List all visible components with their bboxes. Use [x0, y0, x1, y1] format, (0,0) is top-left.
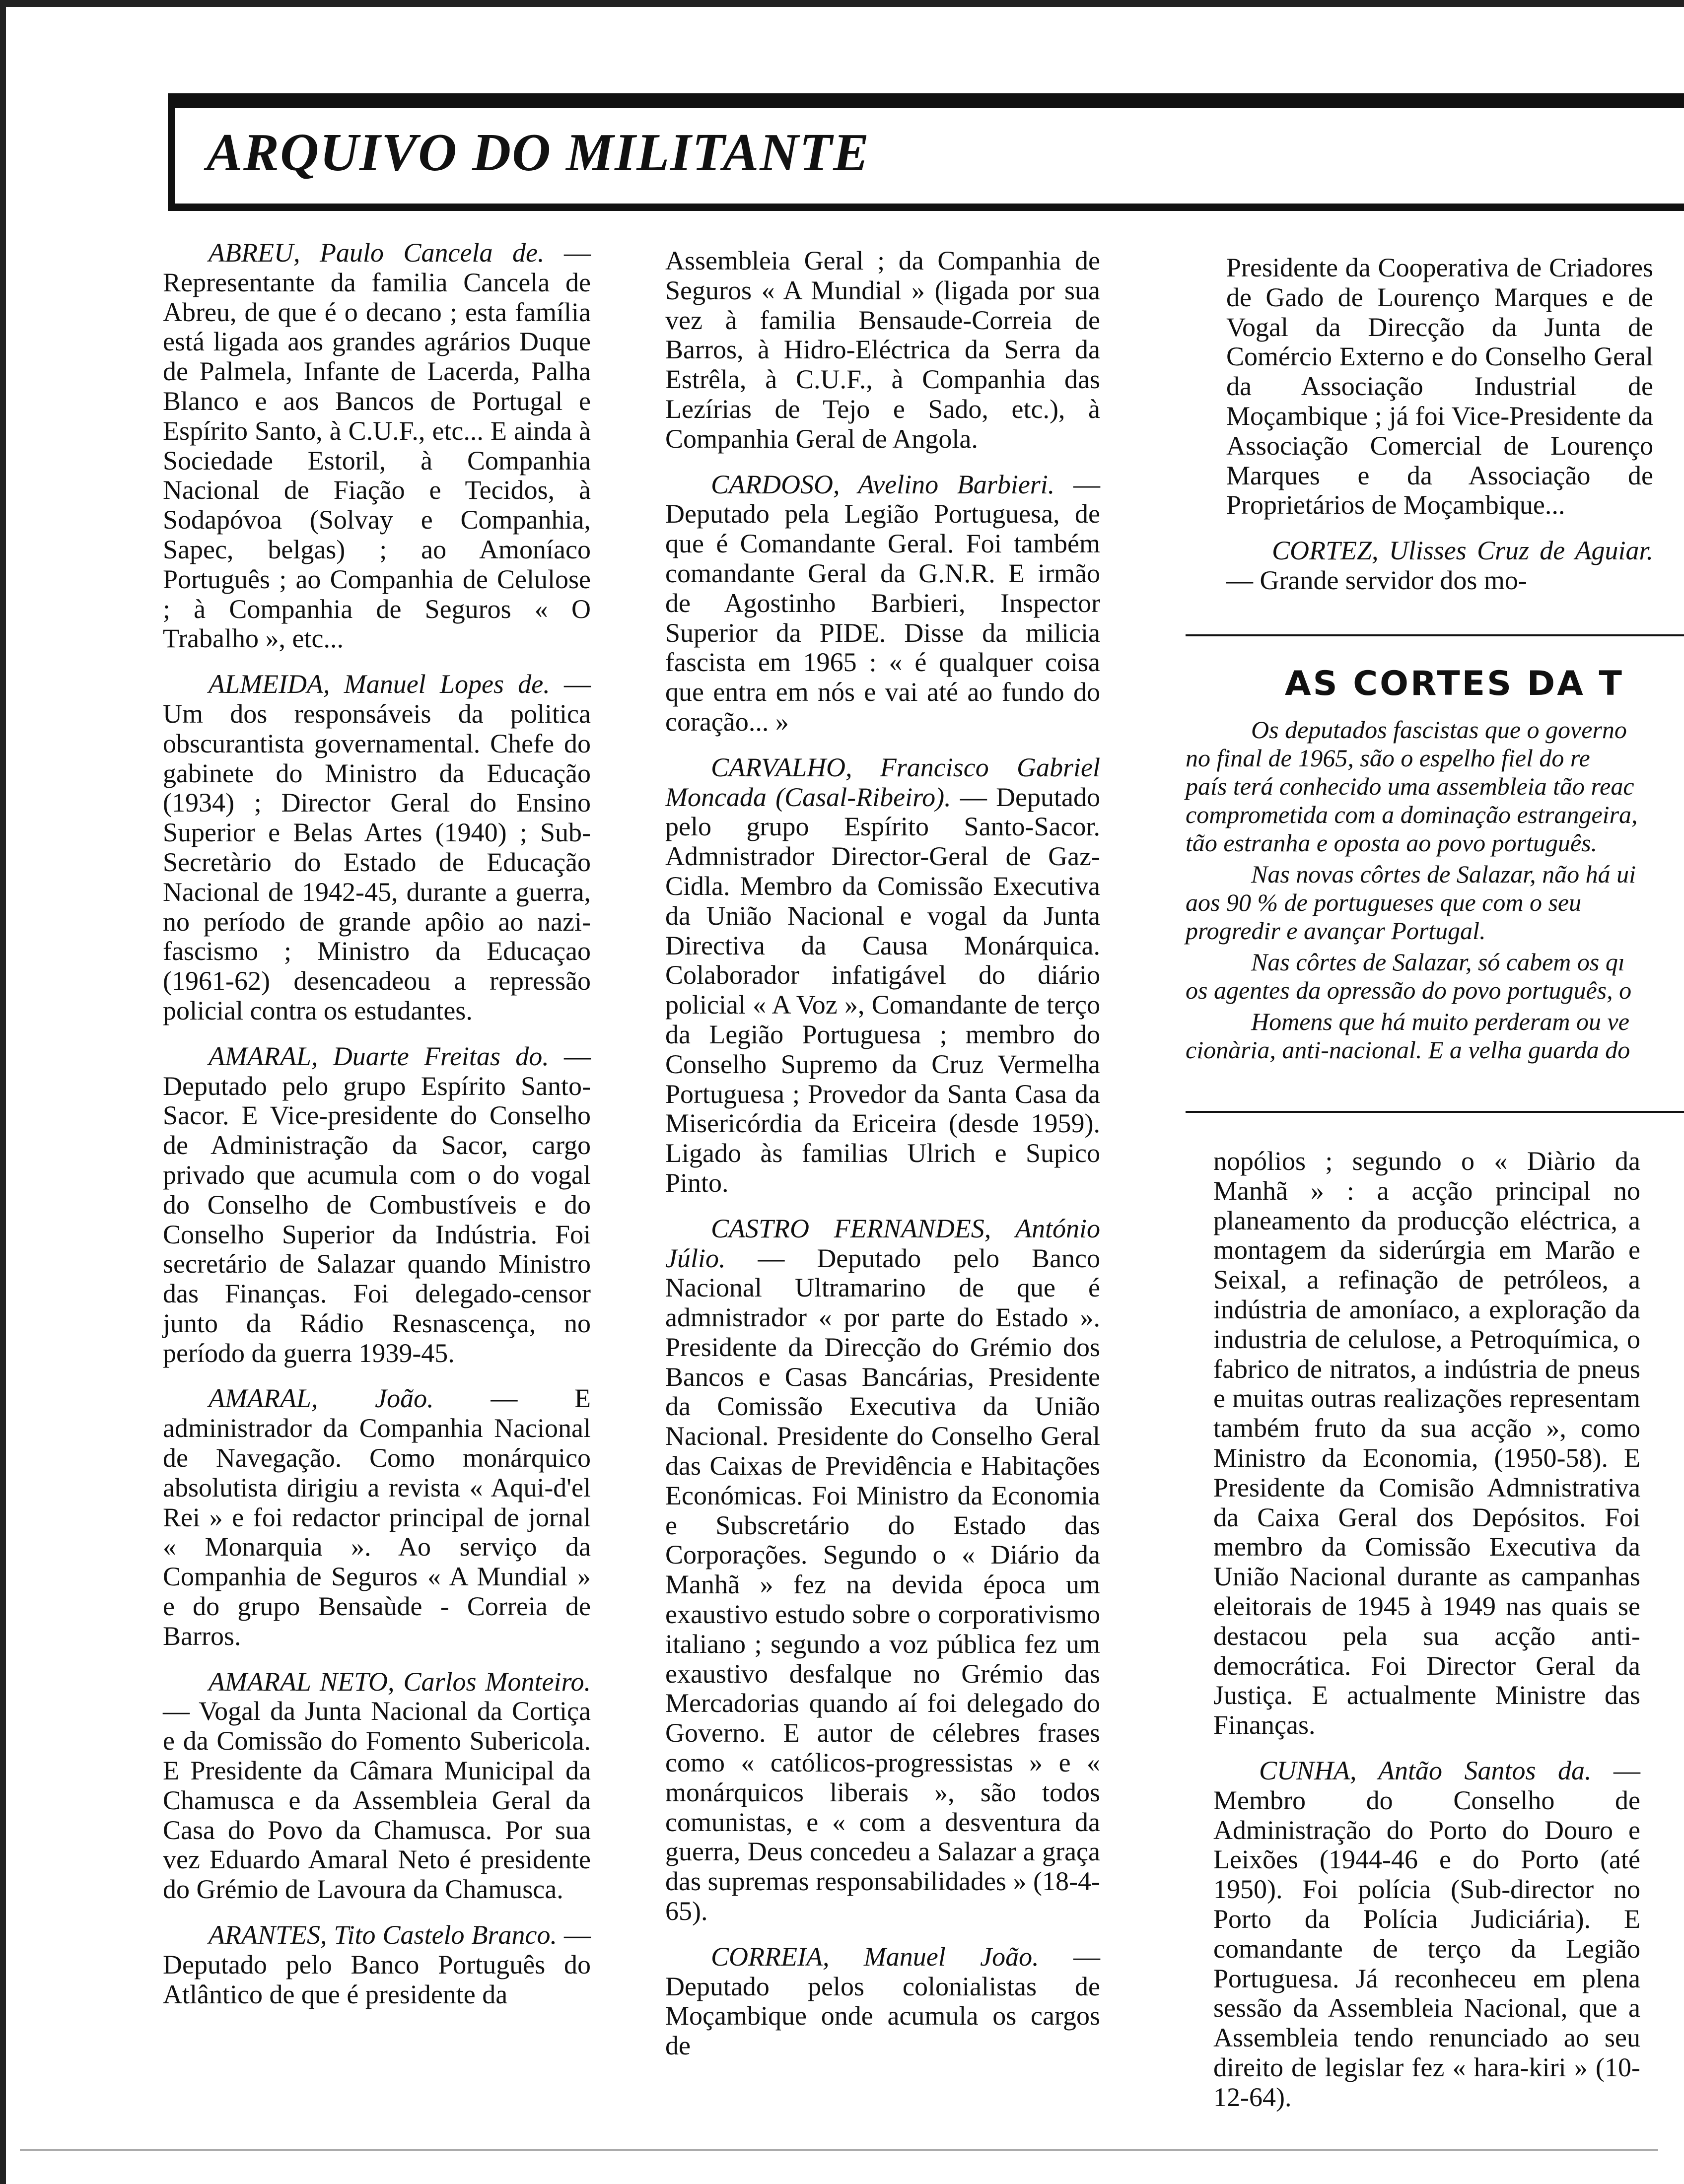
- entry-text: Deputado pelos colonialistas de Moçambique onde acumula os cargos de: [665, 1971, 1100, 2061]
- column-2-entries: [665, 470, 1100, 2061]
- cortes-line: Os deputados fascistas que o governo: [1251, 716, 1627, 744]
- entry-name: AMARAL, Duarte Freitas do.: [209, 1041, 549, 1071]
- entry: CASTRO FERNANDES, António Júlio. — Deputado pelo Banco Nacional Ultramarino de que é admnistrador « por parte do Estado ». Presidente da Direcção do Grémio dos Bancos e Casas Bancárias, Presidente da Comissão Executiva da União Nacional. Presidente do Conselho Geral das Caixas de Previdência e Habitações Económicas. Foi Ministro da Economia e Subscretário do Estado das Corporações. Segundo o « Diário da Manhã » fez na devida época um exaustivo estudo sobre o corporativismo italiano ; segundo a voz pública fez um exaustivo desfalque no Grémio das Mercadorias quando aí foi delegado do Governo. E autor de célebres frases como « católicos-progressistas » e « monárquicos liberais », são todos comunistas, e « com a desventura da guerra, Deus concedeu a Salazar a graça das supremas responsabilidades » (18-4-65).: [665, 1213, 1100, 1926]
- entry-name: ARANTES, Tito Castelo Branco.: [209, 1920, 557, 1950]
- header-rule-left: [168, 93, 175, 211]
- entry-text: Um dos responsáveis da politica obscurantista governamental. Chefe do gabinete do Ministro da Educação (1934) ; Director Geral do Ensino Superior e Belas Artes (1940) ; Sub-Secretàrio do Estado de Educação Nacional de 1942-45, durante a guerra, no período de grande apôio ao nazi-fascismo ; Ministro da Educaçao (1961-62) desencadeou a repressão policial contra os estudantes.: [163, 698, 591, 1025]
- header-rule-top: [168, 93, 1684, 108]
- entry-text: Deputado pela Legião Portuguesa, de que é Comandante Geral. Foi também comandante Geral da G.N.R. E irmão de Agostinho Barbieri, Inspector Superior da PIDE. Disse da milicia fascista em 1965 : « é qualquer coisa que entra em nós e vai até ao fundo do coração... »: [665, 499, 1100, 737]
- entry-name: CORTEZ, Ulisses Cruz de Aguiar.: [1272, 536, 1653, 566]
- entry-name: ALMEIDA, Manuel Lopes de.: [209, 669, 550, 699]
- continued-paragraph: nopólios ; segundo o « Diàrio da Manhã » : a acção principal no planeamento da producção eléctrica, a montagem da siderúrgia em Marão e Seixal, a refinação de petróleos, a indústria de amoníaco, a exploração da industria de celulose, a Petroquímica, o fabrico de nitratos, a indústria de pneus e muitas outras realizações representam também fruto da sua acção », como Ministro da Economia, (1950-58). E Presidente da Comisão Admnistrativa da Caixa Geral dos Depósitos. Foi membro da Comissão Executiva da União Nacional durante as campanhas eleitorais de 1945 à 1949 nas quais se destacou pela sua acção anti-democrática. Foi Director Geral da Justiça. E actualmente Ministre das Finanças.: [1213, 1146, 1640, 1740]
- entry: ARANTES, Tito Castelo Branco. — Deputado pelo Banco Português do Atlântico de que é presidente da: [163, 1920, 591, 2009]
- cortes-line: Nas côrtes de Salazar, só cabem os qı: [1251, 948, 1625, 976]
- continued-paragraph: Assembleia Geral ; da Companhia de Seguros « A Mundial » (ligada por sua vez à familia Bensaude-Correia de Barros, à Hidro-Eléctrica da Serra da Estrêla, à C.U.F., à Companhia das Lezírias de Tejo e Sado, etc.), à Companhia Geral de Angola.: [665, 246, 1100, 454]
- entry: CARDOSO, Avelino Barbieri. — Deputado pela Legião Portuguesa, de que é Comandante Geral. Foi também comandante Geral da G.N.R. E irmão de Agostinho Barbieri, Inspector Superior da PIDE. Disse da milicia fascista em 1965 : « é qualquer coisa que entra em nós e vai até ao fundo do coração... »: [665, 469, 1100, 737]
- cortes-line: tão estranha e oposta ao povo português.: [1186, 829, 1598, 857]
- entry-text: Vogal da Junta Nacional da Cortiça e da Comissão do Fomento Subericola. E Presidente da Câmara Municipal da Chamusca e da Assembleia Geral da Casa do Povo da Chamusca. Por sua vez Eduardo Amaral Neto é presidente do Grémio de Lavoura da Chamusca.: [163, 1696, 591, 1905]
- column-1: [163, 238, 591, 2025]
- entry-name: ABREU, Paulo Cancela de.: [209, 238, 545, 268]
- entry-text: Representante da familia Cancela de Abreu, de que é o decano ; esta família está ligada aos grandes agrários Duque de Palmela, Infante de Lacerda, Palha Blanco e aos Bancos de Portugal e Espírito Santo, à C.U.F., etc... E ainda à Sociedade Estoril, à Companhia Nacional de Fiação e Tecidos, à Sodapóvoa (Solvay e Companhia, Sapec, belgas) ; ao Amoníaco Português ; ao Companhia de Celulose ; à Companhia de Seguros « O Trabalho », etc...: [163, 267, 591, 654]
- cortes-line: Homens que há muito perderam ou ve: [1251, 1008, 1629, 1035]
- section-header: [168, 93, 1684, 211]
- box-rule-bottom: [1186, 1111, 1684, 1113]
- entry-name: CORREIA, Manuel João.: [711, 1941, 1039, 1972]
- entry: AMARAL, João. — E administrador da Companhia Nacional de Navegação. Como monárquico absolutista dirigiu a revista « Aqui-d'el Rei » e foi redactor principal de jornal « Monarquia ». Ao serviço da Companhia de Seguros « A Mundial » e do grupo Bensaùde - Correia de Barros.: [163, 1383, 591, 1651]
- column-3-bottom-entries: [1213, 1756, 1640, 2113]
- entry: CORTEZ, Ulisses Cruz de Aguiar. — Grande servidor dos mo-: [1226, 536, 1653, 595]
- entry-text: Grande servidor dos mo-: [1260, 565, 1527, 595]
- page-edge-left: [0, 0, 6, 2184]
- cortes-line: cionària, anti-nacional. E a velha guarda do: [1186, 1036, 1630, 1064]
- entry: CUNHA, Antão Santos da. — Membro do Conselho de Administração do Porto do Douro e Leixões (1944-46 e do Porto (até 1950). Foi polícia (Sub-director no Porto da Polícia Judiciária). E comandante de terço da Legião Portuguesa. Já reconheceu em plena sessão da Assembleia Nacional, que a Assembleia tendo renunciado ao seu direito de legislar fez « hara-kiri » (10-12-64).: [1213, 1755, 1641, 2112]
- entry-name: CASTRO FERNANDES, António Júlio.: [665, 1213, 1100, 1273]
- cortes-line: comprometida com a dominação estrangeira,: [1186, 801, 1638, 828]
- box-rule-top: [1186, 634, 1684, 636]
- entry-name: AMARAL NETO, Carlos Monteiro.: [209, 1666, 591, 1697]
- cortes-box: [1181, 655, 1684, 1112]
- continued-paragraph: Presidente da Cooperativa de Criadores de Gado de Lourenço Marques e de Vogal da Direcção da Junta de Comércio Externo e do Conselho Geral da Associação Industrial de Moçambique ; já foi Vice-Presidente da Associação Comercial de Lourenço Marques e da Associação de Proprietários de Moçambique...: [1226, 253, 1653, 520]
- entry: ALMEIDA, Manuel Lopes de. — Um dos responsáveis da politica obscurantista governamental. Chefe do gabinete do Ministro da Educação (1934) ; Director Geral do Ensino Superior e Belas Artes (1940) ; Sub-Secretàrio do Estado de Educação Nacional de 1942-45, durante a guerra, no período de grande apôio ao nazi-fascismo ; Ministro da Educaçao (1961-62) desencadeou a repressão policial contra os estudantes.: [163, 669, 591, 1025]
- entry: AMARAL NETO, Carlos Monteiro. — Vogal da Junta Nacional da Cortiça e da Comissão do Fomento Subericola. E Presidente da Câmara Municipal da Chamusca e da Assembleia Geral da Casa do Povo da Chamusca. Por sua vez Eduardo Amaral Neto é presidente do Grémio de Lavoura da Chamusca.: [163, 1666, 591, 1905]
- entry-text: E administrador da Companhia Nacional de Navegação. Como monárquico absolutista dirigiu a revista « Aqui-d'el Rei » e foi redactor principal de jornal « Monarquia ». Ao serviço da Companhia de Seguros « A Mundial » e do grupo Bensaùde - Correia de Barros.: [163, 1383, 591, 1651]
- column-2: [665, 246, 1100, 2077]
- column-3-top-entries: [1226, 536, 1653, 596]
- entry: ABREU, Paulo Cancela de. — Representante da familia Cancela de Abreu, de que é o decano ; esta família está ligada aos grandes agrários Duque de Palmela, Infante de Lacerda, Palha Blanco e aos Bancos de Portugal e Espírito Santo, à C.U.F., etc... E ainda à Sociedade Estoril, à Companhia Nacional de Fiação e Tecidos, à Sodapóvoa (Solvay e Companhia, Sapec, belgas) ; ao Amoníaco Português ; ao Companhia de Celulose ; à Companhia de Seguros « O Trabalho », etc...: [163, 238, 591, 654]
- entry-name: CARDOSO, Avelino Barbieri.: [711, 469, 1055, 499]
- cortes-line: Nas novas côrtes de Salazar, não há ui: [1251, 860, 1636, 888]
- header-rule-bottom: [168, 204, 1684, 211]
- entry-text: Deputado pelo Banco Nacional Ultramarino de que é admnistrador « por parte do Estado ». Presidente da Direcção do Grémio dos Bancos e Casas Bancárias, Presidente da Comissão Executiva da União Nacional. Presidente do Conselho Geral das Caixas de Previdência e Habitações Económicas. Foi Ministro da Economia e Subscretário do Estado das Corporações. Segundo o « Diário da Manhã » fez na devida época um exaustivo estudo sobre o corporativismo italiano ; segundo a voz pública fez um exaustivo desfalque no Grémio das Mercadorias quando aí foi delegado do Governo. E autor de célebres frases como « católicos-progressistas » e « monárquicos liberais », são todos comunistas, e « com a desventura da guerra, Deus concedeu a Salazar a graça das supremas responsabilidades » (18-4-65).: [665, 1243, 1100, 1926]
- entry: CORREIA, Manuel João. — Deputado pelos colonialistas de Moçambique onde acumula os cargos de: [665, 1941, 1101, 2061]
- entry-name: AMARAL, João.: [209, 1383, 434, 1414]
- entry-text: Membro do Conselho de Administração do Porto do Douro e Leixões (1944-46 e do Porto (até 1950). Foi polícia (Sub-director no Porto da Polícia Judiciária). E comandante de terço da Legião Portuguesa. Já reconheceu em plena sessão da Assembleia Nacional, que a Assembleia tendo renunciado ao seu direito de legislar fez « hara-kiri » (10-12-64).: [1213, 1785, 1640, 2112]
- entry-text: Deputado pelo grupo Espírito Santo-Sacor. Admnistrador Director-Geral de Gaz-Cidla. Membro da Comissão Executiva da União Nacional e vogal da Junta Directiva da Causa Monárquica. Colaborador infatigável do diário policial « A Voz », Comandante de terço da Legião Portuguesa ; membro do Conselho Supremo da Cruz Vermelha Portuguesa ; Provedor da Santa Casa da Misericórdia da Ericeira (desde 1959). Ligado às familias Ulrich e Supico Pinto.: [665, 782, 1100, 1198]
- column-3-top: [1226, 253, 1653, 612]
- column-3-bottom: [1213, 1147, 1640, 2128]
- cortes-line: progredir e avançar Portugal.: [1186, 917, 1486, 945]
- entry-name: CARVALHO, Francisco Gabriel Moncada (Casal-Ribeiro).: [665, 752, 1100, 812]
- entry-text: Deputado pelo grupo Espírito Santo-Sacor. E Vice-presidente do Conselho de Administração da Sacor, cargo privado que acumula com o do vogal do Conselho de Combustíveis e do Conselho Superior da Indústria. Foi secretário de Salazar quando Ministro das Finanças. Foi delegado-censor junto da Rádio Resnascença, no período da guerra 1939-45.: [163, 1071, 591, 1368]
- entry: CARVALHO, Francisco Gabriel Moncada (Casal-Ribeiro). — Deputado pelo grupo Espírito Santo-Sacor. Admnistrador Director-Geral de Gaz-Cidla. Membro da Comissão Executiva da União Nacional e vogal da Junta Directiva da Causa Monárquica. Colaborador infatigável do diário policial « A Voz », Comandante de terço da Legião Portuguesa ; membro do Conselho Supremo da Cruz Vermelha Portuguesa ; Provedor da Santa Casa da Misericórdia da Ericeira (desde 1959). Ligado às familias Ulrich e Supico Pinto.: [665, 752, 1100, 1198]
- cortes-line: país terá conhecido uma assembleia tão reac: [1186, 772, 1634, 800]
- cortes-line: aos 90 % de portugueses que com o seu: [1186, 888, 1582, 916]
- entry-name: CUNHA, Antão Santos da.: [1259, 1755, 1592, 1785]
- cortes-line: no final de 1965, são o espelho fiel do re: [1186, 744, 1590, 772]
- page-edge-bottom: [20, 2149, 1658, 2151]
- entry-text: Deputado pelo Banco Português do Atlântico de que é presidente da: [163, 1949, 591, 2009]
- section-title: ARQUIVO DO MILITANTE: [207, 123, 870, 182]
- page-edge-top: [0, 0, 1684, 7]
- cortes-title: AS CORTES DA T: [1285, 664, 1624, 703]
- cortes-line: os agentes da opressão do povo português, o: [1186, 976, 1632, 1004]
- entry: AMARAL, Duarte Freitas do. — Deputado pelo grupo Espírito Santo-Sacor. E Vice-presidente do Conselho de Administração da Sacor, cargo privado que acumula com o do vogal do Conselho de Combustíveis e do Conselho Superior da Indústria. Foi secretário de Salazar quando Ministro das Finanças. Foi delegado-censor junto da Rádio Resnascença, no período da guerra 1939-45.: [163, 1041, 591, 1368]
